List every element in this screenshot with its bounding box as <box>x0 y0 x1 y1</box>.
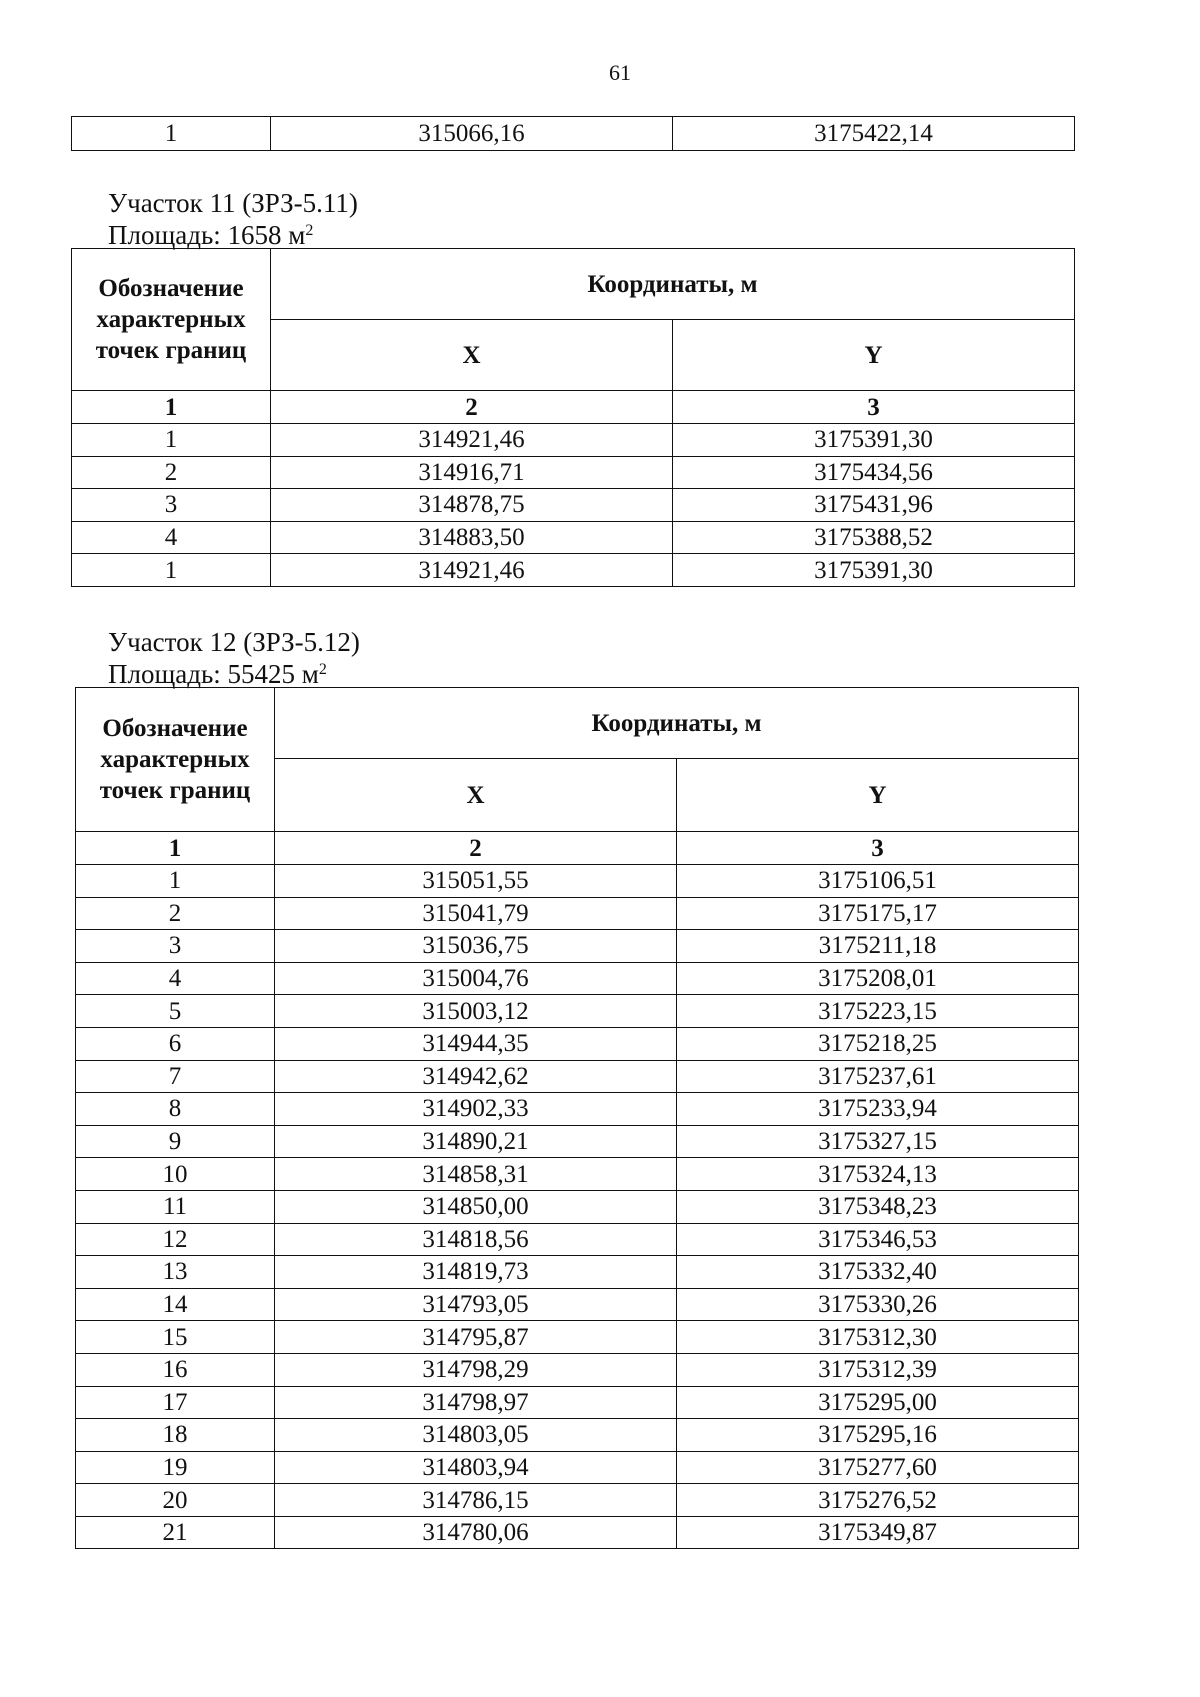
point-cell: 10 <box>76 1158 275 1191</box>
column-numbers-row <box>76 832 1079 865</box>
page-number: 61 <box>609 60 631 85</box>
table-row <box>76 1093 1079 1126</box>
x-cell: 314818,56 <box>275 1223 677 1256</box>
y-cell: 3175223,15 <box>677 995 1079 1028</box>
col-number: 1 <box>76 832 275 865</box>
table-row <box>76 1353 1079 1386</box>
y-cell: 3175348,23 <box>677 1190 1079 1223</box>
col-number: 2 <box>271 391 673 424</box>
point-cell: 20 <box>76 1484 275 1517</box>
y-cell: 3175422,14 <box>673 117 1075 151</box>
plot-12-area <box>108 658 360 690</box>
y-cell: 3175237,61 <box>677 1060 1079 1093</box>
point-cell: 2 <box>76 897 275 930</box>
y-cell: 3175327,15 <box>677 1125 1079 1158</box>
point-cell: 1 <box>72 554 271 587</box>
table-row <box>76 1256 1079 1289</box>
point-cell: 12 <box>76 1223 275 1256</box>
y-cell: 3175330,26 <box>677 1288 1079 1321</box>
table-row <box>76 865 1079 898</box>
table-row <box>72 489 1075 522</box>
y-cell: 3175391,30 <box>673 554 1075 587</box>
point-cell: 1 <box>76 865 275 898</box>
point-cell: 4 <box>72 521 271 554</box>
col-number: 1 <box>72 391 271 424</box>
point-cell: 21 <box>76 1516 275 1549</box>
point-cell: 18 <box>76 1419 275 1452</box>
x-cell: 314819,73 <box>275 1256 677 1289</box>
y-cell: 3175346,53 <box>677 1223 1079 1256</box>
table-row <box>76 930 1079 963</box>
col-number: 3 <box>677 832 1079 865</box>
x-cell: 314878,75 <box>271 489 673 522</box>
plot-11-table <box>71 248 1075 587</box>
point-cell: 3 <box>72 489 271 522</box>
y-cell: 3175332,40 <box>677 1256 1079 1289</box>
point-cell: 1 <box>72 117 271 151</box>
table-row <box>76 1484 1079 1517</box>
y-cell: 3175324,13 <box>677 1158 1079 1191</box>
x-cell: 315041,79 <box>275 897 677 930</box>
point-cell: 8 <box>76 1093 275 1126</box>
point-cell: 1 <box>72 424 271 457</box>
y-cell: 3175295,16 <box>677 1419 1079 1452</box>
table-row <box>76 897 1079 930</box>
plot-11-area <box>108 219 358 251</box>
x-cell: 314921,46 <box>271 424 673 457</box>
point-cell: 17 <box>76 1386 275 1419</box>
plot-12-heading <box>108 626 360 690</box>
x-cell: 314795,87 <box>275 1321 677 1354</box>
x-cell: 315066,16 <box>271 117 673 151</box>
coordinates-header: Координаты, м <box>275 688 1079 759</box>
point-cell: 11 <box>76 1190 275 1223</box>
table-row <box>76 1288 1079 1321</box>
point-cell: 15 <box>76 1321 275 1354</box>
x-cell: 315003,12 <box>275 995 677 1028</box>
table-row <box>76 1419 1079 1452</box>
y-cell: 3175312,30 <box>677 1321 1079 1354</box>
y-cell: 3175349,87 <box>677 1516 1079 1549</box>
point-cell: 16 <box>76 1353 275 1386</box>
x-cell: 314803,94 <box>275 1451 677 1484</box>
point-cell: 3 <box>76 930 275 963</box>
x-cell: 315036,75 <box>275 930 677 963</box>
point-cell: 19 <box>76 1451 275 1484</box>
point-cell: 6 <box>76 1027 275 1060</box>
x-cell: 314883,50 <box>271 521 673 554</box>
y-cell: 3175276,52 <box>677 1484 1079 1517</box>
y-header: Y <box>677 759 1079 832</box>
x-cell: 314942,62 <box>275 1060 677 1093</box>
x-cell: 315051,55 <box>275 865 677 898</box>
table-row <box>76 1516 1079 1549</box>
plot-11-title: Участок 11 (ЗРЗ-5.11) <box>108 188 358 218</box>
y-cell: 3175431,96 <box>673 489 1075 522</box>
table-row <box>76 1386 1079 1419</box>
plot-12-area-label: Площадь: 55425 м <box>108 659 319 689</box>
x-header: X <box>271 320 673 391</box>
y-cell: 3175106,51 <box>677 865 1079 898</box>
designation-header: Обозначение характерных точек границ <box>72 249 271 391</box>
x-cell: 314786,15 <box>275 1484 677 1517</box>
y-cell: 3175175,17 <box>677 897 1079 930</box>
point-cell: 13 <box>76 1256 275 1289</box>
plot-11-area-sup: 2 <box>305 222 314 239</box>
x-cell: 314850,00 <box>275 1190 677 1223</box>
col-number: 2 <box>275 832 677 865</box>
y-cell: 3175295,00 <box>677 1386 1079 1419</box>
y-cell: 3175312,39 <box>677 1353 1079 1386</box>
plot-11-area-label: Площадь: 1658 м <box>108 220 306 250</box>
x-cell: 314798,97 <box>275 1386 677 1419</box>
table-row <box>72 424 1075 457</box>
point-cell: 4 <box>76 962 275 995</box>
point-cell: 7 <box>76 1060 275 1093</box>
table-row <box>76 962 1079 995</box>
continuation-table <box>71 116 1075 151</box>
y-cell: 3175208,01 <box>677 962 1079 995</box>
x-cell: 314858,31 <box>275 1158 677 1191</box>
x-cell: 314890,21 <box>275 1125 677 1158</box>
plot-12-table <box>75 687 1079 1549</box>
table-row <box>76 1451 1079 1484</box>
table-row <box>76 1158 1079 1191</box>
table-row <box>72 521 1075 554</box>
plot-12-title: Участок 12 (ЗРЗ-5.12) <box>108 627 360 657</box>
table-row <box>76 1223 1079 1256</box>
y-header: Y <box>673 320 1075 391</box>
table-row <box>76 1125 1079 1158</box>
x-cell: 314780,06 <box>275 1516 677 1549</box>
plot-11-heading <box>108 187 358 251</box>
y-cell: 3175211,18 <box>677 930 1079 963</box>
x-cell: 314916,71 <box>271 456 673 489</box>
y-cell: 3175391,30 <box>673 424 1075 457</box>
point-cell: 2 <box>72 456 271 489</box>
table-row <box>76 995 1079 1028</box>
table-row <box>72 456 1075 489</box>
y-cell: 3175233,94 <box>677 1093 1079 1126</box>
x-cell: 314902,33 <box>275 1093 677 1126</box>
y-cell: 3175434,56 <box>673 456 1075 489</box>
x-cell: 314798,29 <box>275 1353 677 1386</box>
table-row <box>76 1060 1079 1093</box>
y-cell: 3175218,25 <box>677 1027 1079 1060</box>
column-numbers-row <box>72 391 1075 424</box>
x-header: X <box>275 759 677 832</box>
designation-header: Обозначение характерных точек границ <box>76 688 275 832</box>
y-cell: 3175277,60 <box>677 1451 1079 1484</box>
x-cell: 314944,35 <box>275 1027 677 1060</box>
point-cell: 5 <box>76 995 275 1028</box>
table-row <box>76 1190 1079 1223</box>
table-row <box>72 554 1075 587</box>
table-row <box>76 1321 1079 1354</box>
x-cell: 314793,05 <box>275 1288 677 1321</box>
table-row <box>72 117 1075 151</box>
table-row <box>76 1027 1079 1060</box>
y-cell: 3175388,52 <box>673 521 1075 554</box>
plot-12-area-sup: 2 <box>318 661 327 678</box>
x-cell: 314921,46 <box>271 554 673 587</box>
point-cell: 14 <box>76 1288 275 1321</box>
col-number: 3 <box>673 391 1075 424</box>
x-cell: 314803,05 <box>275 1419 677 1452</box>
x-cell: 315004,76 <box>275 962 677 995</box>
point-cell: 9 <box>76 1125 275 1158</box>
coordinates-header: Координаты, м <box>271 249 1075 320</box>
